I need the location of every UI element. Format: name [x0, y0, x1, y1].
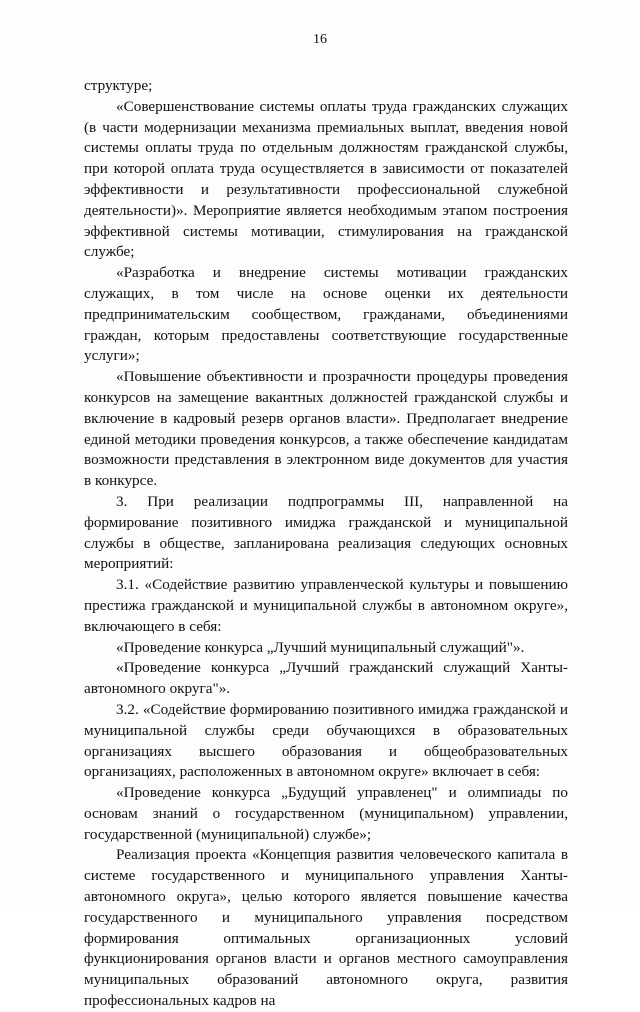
paragraph: структуре;	[84, 77, 153, 94]
body-text	[84, 76, 568, 1012]
paragraph: «Разработка и внедрение системы мотивации гражданских служащих, в том числе на основе оценки их деятельности предпринимательским сообществом, гражданами, объединениями граждан, которым предоставлены соответствующие государственные услуги»;	[84, 264, 568, 365]
paragraph: 3.1. «Содействие развитию управленческой культуры и повышению престижа гражданской и муниципальной службы в автономном округе», включающего в себя:	[84, 576, 568, 635]
paragraph: «Повышение объективности и прозрачности процедуры проведения конкурсов на замещение вакантных должностей гражданской службы и включение в кадровый резерв органов власти». Предполагает внедрение единой методики проведения конкурсов, а также обеспечение кандидатам возможности представления в электронном виде документов для участия в конкурсе.	[84, 368, 568, 490]
paragraph: «Проведение конкурса „Лучший муниципальный служащий"».	[116, 638, 525, 656]
paragraph: «Проведение конкурса „Будущий управленец" и олимпиады по основам знаний о государственном (муниципальном) управлении, государственной (муниципальной) службе»;	[84, 784, 568, 843]
paragraph: 3.2. «Содействие формированию позитивного имиджа гражданской и муниципальной службы среди обучающихся в образовательных организациях высшего образования и общеобразовательных организациях, расположенных в автономном округе» включает в себя:	[84, 700, 568, 781]
paragraph: Реализация проекта «Концепция развития человеческого капитала в системе государственного и муниципального управления Ханты-автономного округа», целью которого является повышение качества государственного и муниципального управления посредством формирования оптимальных организационных условий функционирования органов власти и органов местного самоуправления муниципальных образований автономного округа, развития профессиональных кадров на	[84, 846, 568, 1010]
paragraph: «Проведение конкурса „Лучший гражданский служащий Ханты-автономного округа"».	[84, 659, 568, 698]
page-number: 16	[313, 32, 327, 47]
paragraph: «Совершенствование системы оплаты труда гражданских служащих (в части модернизации механизма премиальных выплат, введения новой системы оплаты труда по отдельным должностям гражданской службы, при которой оплата труда осуществляется в зависимости от показателей эффективности и результативности профессиональной служебной деятельности)». Мероприятие является необходимым этапом построения эффективной системы мотивации, стимулирования на гражданской службе;	[84, 97, 568, 261]
paragraph: 3. При реализации подпрограммы III, направленной на формирование позитивного имиджа гражданской и муниципальной службы в обществе, запланирована реализация следующих основных мероприятий:	[84, 492, 568, 573]
